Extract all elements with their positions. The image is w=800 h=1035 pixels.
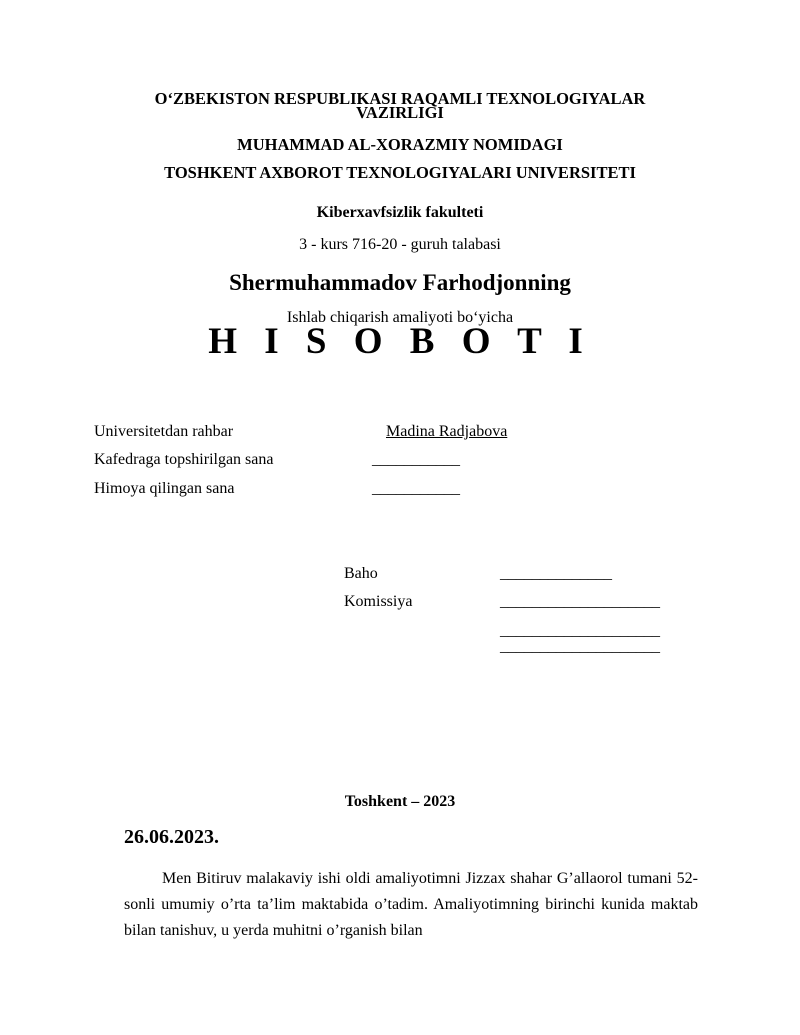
entry-paragraph: Men Bitiruv malakaviy ishi oldi amaliyotimni Jizzax shahar G’allaorol tumani 52-sonli umumiy o’rta ta’lim maktabida o’tadim. Amaliyotimning birinchi kunida maktab bilan tanishuv, u yerda muhitni o’rganish bilan xyxy=(124,870,698,939)
entry-date: 26.06.2023. xyxy=(124,826,219,848)
commission-blank-1: ____________________ xyxy=(500,593,660,610)
defended-date-blank: ___________ xyxy=(372,480,460,497)
supervisor-value: Madina Radjabova xyxy=(386,423,508,440)
commission-blank-3: ____________________ xyxy=(500,638,660,655)
university-heading-line2: TOSHKENT AXBOROT TEXNOLOGIYALARI UNIVERSITETI xyxy=(164,163,636,182)
submitted-date-blank: ___________ xyxy=(372,451,460,468)
submitted-date-label: Kafedraga topshirilgan sana xyxy=(94,451,274,468)
supervisor-label: Universitetdan rahbar xyxy=(94,423,234,440)
grade-label: Baho xyxy=(344,565,378,582)
commission-blank-2: ____________________ xyxy=(500,622,660,639)
report-title: H I S O B O T I xyxy=(208,321,592,362)
ministry-heading: O‘ZBEKISTON RESPUBLIKASI RAQAMLI TEXNOLOGIYALAR VAZIRLIGI xyxy=(154,89,646,122)
student-name: Shermuhammadov Farhodjonning xyxy=(229,270,571,295)
grade-blank: ______________ xyxy=(500,565,612,582)
faculty-name: Kiberxavfsizlik fakulteti xyxy=(316,204,484,221)
practice-subtitle: Ishlab chiqarish amaliyoti bo‘yicha xyxy=(286,309,514,326)
defended-date-label: Himoya qilingan sana xyxy=(94,480,235,497)
course-group: 3 - kurs 716-20 - guruh talabasi xyxy=(299,236,501,253)
commission-label: Komissiya xyxy=(344,593,413,610)
city-year: Toshkent – 2023 xyxy=(344,793,456,810)
university-heading-line1: MUHAMMAD AL-XORAZMIY NOMIDAGI xyxy=(237,135,563,154)
